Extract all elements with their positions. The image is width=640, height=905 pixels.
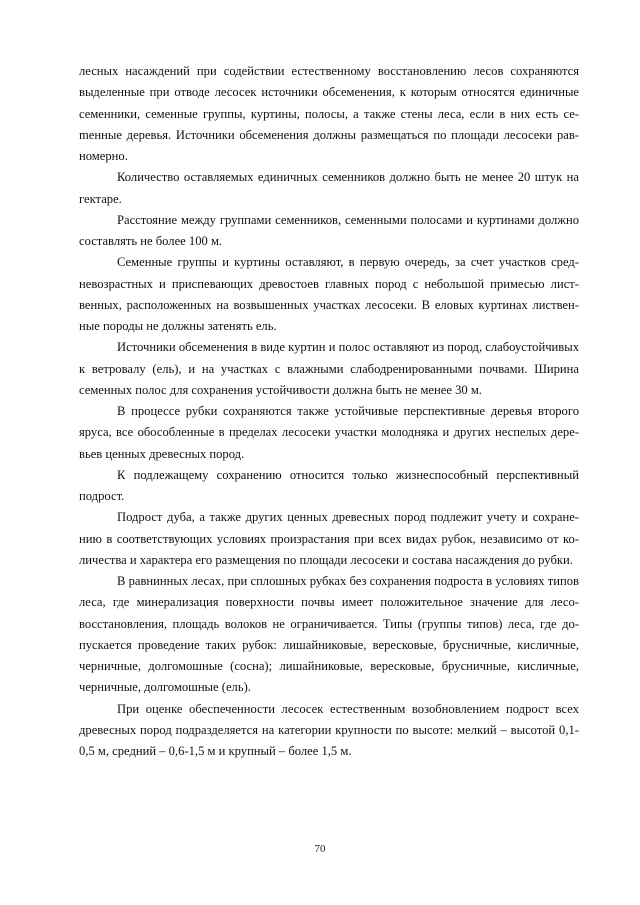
paragraph-2: Количество оставляемых единичных семенников должно быть не менее 20 штук на гектаре. <box>79 170 579 206</box>
paragraph-3: Расстояние между группами семенников, семенными полосами и куртинами должно составлять не более 100 м. <box>79 212 579 248</box>
paragraph-7: К подлежащему сохранению относится только жизнеспособный перспективный подрост. <box>79 467 579 503</box>
page-number: 70 <box>314 843 326 855</box>
paragraph-9: В равнинных лесах, при сплошных рубках без сохранения подроста в условиях типов леса, где минерализация поверхности почвы имеет положительное значение для лесовосстановления, площадь волоков не ограничивается. Типы (группы типов) леса, где допускается проведение таких рубок: лишайниковые, вересковые, брусничные, кисличные, черничные, долгомошные (сосна); лишайниковые, вересковые, брусничные, кисличные, черничные, долгомошные (ель). <box>79 574 579 695</box>
paragraph-6: В процессе рубки сохраняются также устойчивые перспективные деревья второго яруса, все обособленные в пределах лесосеки участки молодняка и других неспелых деревьев ценных древесных пород. <box>79 404 579 461</box>
paragraph-10: При оценке обеспеченности лесосек естественным возобновлением подрост всех древесных пород подразделяется на категории крупности по высоте: мелкий – высотой 0,1-0,5 м, средний – 0,6-1,5 м и крупный – более 1,5 м. <box>79 701 579 758</box>
body-text <box>79 61 579 762</box>
paragraph-5: Источники обсеменения в виде куртин и полос оставляют из пород, слабоустойчивых к ветровалу (ель), и на участках с влажными слабодренированными почвами. Ширина семенных полос для сохранения устойчивости должна быть не менее 30 м. <box>79 340 579 397</box>
paragraph-4: Семенные группы и куртины оставляют, в первую очередь, за счет участков средневозрастных и приспевающих древостоев главных пород с небольшой примесью лиственных, расположенных на возвышенных участках лесосеки. В еловых куртинах лиственные породы не должны затенять ель. <box>79 255 579 333</box>
paragraph-8: Подрост дуба, а также других ценных древесных пород подлежит учету и сохранению в соответствующих условиях произрастания при всех видах рубок, независимо от количества и характера его размещения по площади лесосеки и состава насаждения до рубки. <box>79 510 579 567</box>
paragraph-1: лесных насаждений при содействии естественному восстановлению лесов сохраняются выделенные при отводе лесосек источники обсеменения, к которым относятся единичные семенники, семенные группы, куртины, полосы, а также стены леса, если в них есть сеmенные деревья. Источники обсеменения должны размещаться по площади лесосеки равномерно. <box>79 64 579 163</box>
